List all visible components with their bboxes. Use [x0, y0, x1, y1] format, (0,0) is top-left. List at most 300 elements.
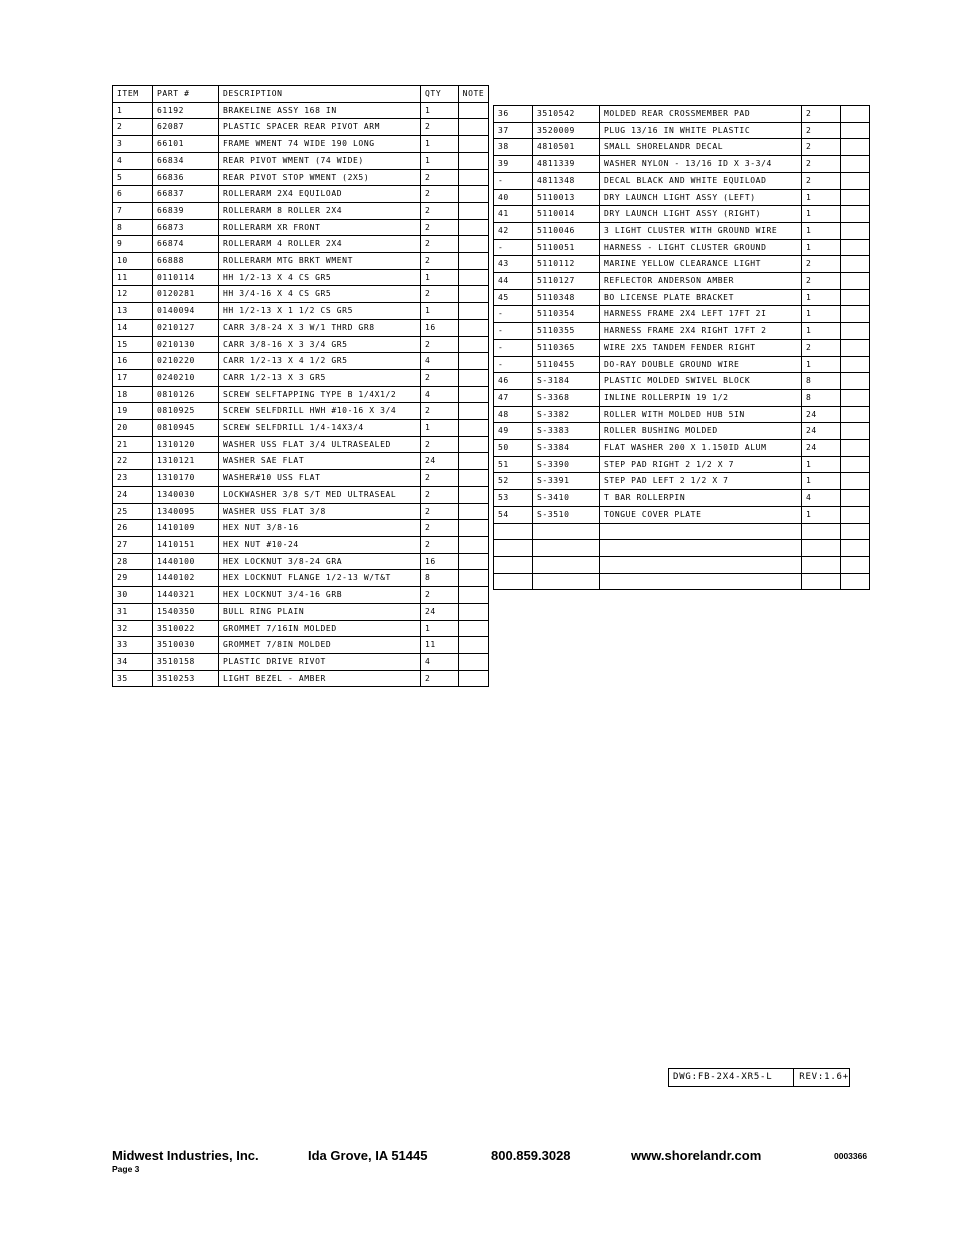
item-cell: 33	[113, 637, 153, 654]
part-number-cell: 3520009	[533, 122, 600, 139]
description-cell: CARR 3/8-16 X 3 3/4 GR5	[219, 336, 421, 353]
description-cell: CARR 1/2-13 X 4 1/2 GR5	[219, 353, 421, 370]
part-number-cell: 0210127	[153, 319, 219, 336]
description-cell: ROLLERARM 8 ROLLER 2X4	[219, 202, 421, 219]
item-cell: 4	[113, 152, 153, 169]
item-cell: 3	[113, 136, 153, 153]
item-cell: 13	[113, 303, 153, 320]
description-cell: HEX LOCKNUT 3/8-24 GRA	[219, 553, 421, 570]
description-cell: HH 3/4-16 X 4 CS GR5	[219, 286, 421, 303]
item-cell: -	[494, 356, 533, 373]
part-number-cell: 3510542	[533, 106, 600, 123]
qty-cell: 1	[421, 102, 459, 119]
table-row	[113, 553, 489, 570]
item-cell: 10	[113, 253, 153, 270]
item-cell: 18	[113, 386, 153, 403]
part-number-cell: 5110365	[533, 339, 600, 356]
part-number-cell: S-3383	[533, 423, 600, 440]
note-cell	[459, 169, 489, 186]
table-row	[113, 603, 489, 620]
description-cell: SCREW SELFDRILL 1/4-14X3/4	[219, 420, 421, 437]
qty-cell: 2	[421, 520, 459, 537]
description-cell: PLASTIC SPACER REAR PIVOT ARM	[219, 119, 421, 136]
note-cell	[459, 202, 489, 219]
part-number-cell: 1310170	[153, 470, 219, 487]
part-number-cell: 0210130	[153, 336, 219, 353]
document-number: 0003366	[834, 1151, 868, 1161]
note-cell	[459, 470, 489, 487]
part-number-cell: 0810126	[153, 386, 219, 403]
part-number-cell: 1410109	[153, 520, 219, 537]
part-number-cell: 0240210	[153, 369, 219, 386]
part-number-cell: 1440321	[153, 587, 219, 604]
part-number-cell: 3510253	[153, 670, 219, 687]
note-cell	[841, 156, 870, 173]
item-cell	[494, 573, 533, 590]
item-cell: 43	[494, 256, 533, 273]
table-row	[113, 520, 489, 537]
item-cell: 7	[113, 202, 153, 219]
note-cell	[459, 253, 489, 270]
item-cell: 54	[494, 506, 533, 523]
table-row	[113, 653, 489, 670]
item-cell: 30	[113, 587, 153, 604]
table-row	[494, 440, 870, 457]
note-cell	[841, 490, 870, 507]
description-cell: REAR PIVOT WMENT (74 WIDE)	[219, 152, 421, 169]
note-cell	[841, 172, 870, 189]
description-cell: HARNESS - LIGHT CLUSTER GROUND	[600, 239, 802, 256]
note-cell	[841, 306, 870, 323]
item-cell: -	[494, 239, 533, 256]
qty-cell: 1	[802, 456, 841, 473]
description-cell: CARR 1/2-13 X 3 GR5	[219, 369, 421, 386]
part-number-cell: 1410151	[153, 536, 219, 553]
qty-cell: 24	[421, 603, 459, 620]
qty-cell: 2	[421, 286, 459, 303]
table-row	[494, 139, 870, 156]
qty-cell: 2	[421, 536, 459, 553]
note-cell	[841, 573, 870, 590]
qty-cell: 4	[802, 490, 841, 507]
table-row	[113, 253, 489, 270]
part-number-cell	[533, 556, 600, 573]
description-cell: MOLDED REAR CROSSMEMBER PAD	[600, 106, 802, 123]
table-row	[494, 456, 870, 473]
note-cell	[459, 503, 489, 520]
part-number-cell: 0210220	[153, 353, 219, 370]
note-cell	[459, 436, 489, 453]
description-cell: LIGHT BEZEL - AMBER	[219, 670, 421, 687]
qty-cell: 11	[421, 637, 459, 654]
table-row	[494, 106, 870, 123]
table-row	[113, 620, 489, 637]
item-cell	[494, 540, 533, 557]
table-row	[494, 473, 870, 490]
item-cell: 14	[113, 319, 153, 336]
description-cell: DRY LAUNCH LIGHT ASSY (LEFT)	[600, 189, 802, 206]
item-cell: 24	[113, 486, 153, 503]
item-cell: 45	[494, 289, 533, 306]
item-cell: 40	[494, 189, 533, 206]
qty-cell: 2	[802, 139, 841, 156]
table-row	[113, 453, 489, 470]
part-number-cell	[533, 540, 600, 557]
part-number-cell: S-3391	[533, 473, 600, 490]
qty-cell: 1	[802, 306, 841, 323]
qty-cell: 1	[421, 420, 459, 437]
part-number-cell: 66837	[153, 186, 219, 203]
description-cell: ROLLERARM 2X4 EQUILOAD	[219, 186, 421, 203]
note-cell	[841, 239, 870, 256]
item-cell: 26	[113, 520, 153, 537]
table-row	[494, 490, 870, 507]
qty-cell: 4	[421, 353, 459, 370]
part-number-cell: 3510158	[153, 653, 219, 670]
header-qty: QTY	[421, 86, 459, 103]
part-number-cell: 4811348	[533, 172, 600, 189]
qty-cell	[802, 573, 841, 590]
table-row	[494, 222, 870, 239]
description-cell: SCREW SELFTAPPING TYPE B 1/4X1/2	[219, 386, 421, 403]
qty-cell	[802, 523, 841, 540]
item-cell: 34	[113, 653, 153, 670]
table-row	[494, 273, 870, 290]
qty-cell: 1	[802, 289, 841, 306]
note-cell	[459, 637, 489, 654]
note-cell	[841, 473, 870, 490]
part-number-cell: 1540350	[153, 603, 219, 620]
description-cell: WIRE 2X5 TANDEM FENDER RIGHT	[600, 339, 802, 356]
note-cell	[459, 653, 489, 670]
table-row	[494, 573, 870, 590]
note-cell	[841, 506, 870, 523]
note-cell	[459, 286, 489, 303]
description-cell: BULL RING PLAIN	[219, 603, 421, 620]
item-cell: 28	[113, 553, 153, 570]
qty-cell: 4	[421, 386, 459, 403]
item-cell: 12	[113, 286, 153, 303]
part-number-cell: 5110014	[533, 206, 600, 223]
parts-list-body-left	[113, 86, 489, 687]
note-cell	[841, 189, 870, 206]
table-row	[113, 536, 489, 553]
qty-cell: 2	[421, 670, 459, 687]
qty-cell: 1	[802, 222, 841, 239]
description-cell: PLUG 13/16 IN WHITE PLASTIC	[600, 122, 802, 139]
description-cell: HEX NUT 3/8-16	[219, 520, 421, 537]
note-cell	[459, 102, 489, 119]
item-cell: 32	[113, 620, 153, 637]
description-cell: T BAR ROLLERPIN	[600, 490, 802, 507]
description-cell: BO LICENSE PLATE BRACKET	[600, 289, 802, 306]
note-cell	[841, 222, 870, 239]
note-cell	[841, 440, 870, 457]
item-cell: -	[494, 323, 533, 340]
part-number-cell	[533, 523, 600, 540]
table-row	[113, 186, 489, 203]
note-cell	[841, 139, 870, 156]
table-row	[494, 289, 870, 306]
qty-cell	[802, 540, 841, 557]
table-row	[494, 523, 870, 540]
description-cell: PLASTIC DRIVE RIVOT	[219, 653, 421, 670]
note-cell	[459, 353, 489, 370]
table-row	[113, 303, 489, 320]
qty-cell: 1	[421, 269, 459, 286]
note-cell	[459, 336, 489, 353]
table-row	[113, 587, 489, 604]
table-row	[494, 239, 870, 256]
description-cell: ROLLERARM 4 ROLLER 2X4	[219, 236, 421, 253]
item-cell	[494, 523, 533, 540]
table-row	[113, 269, 489, 286]
qty-cell: 1	[421, 152, 459, 169]
description-cell	[600, 556, 802, 573]
table-row	[113, 102, 489, 119]
note-cell	[841, 273, 870, 290]
note-cell	[459, 553, 489, 570]
table-row	[113, 169, 489, 186]
part-number-cell: 1340095	[153, 503, 219, 520]
item-cell: 27	[113, 536, 153, 553]
item-cell: 15	[113, 336, 153, 353]
description-cell: GROMMET 7/8IN MOLDED	[219, 637, 421, 654]
description-cell: PLASTIC MOLDED SWIVEL BLOCK	[600, 373, 802, 390]
note-cell	[459, 403, 489, 420]
part-number-cell: 5110354	[533, 306, 600, 323]
part-number-cell: 5110051	[533, 239, 600, 256]
part-number-cell: 1310120	[153, 436, 219, 453]
table-row	[113, 236, 489, 253]
table-row	[113, 570, 489, 587]
part-number-cell: 66873	[153, 219, 219, 236]
qty-cell: 2	[421, 219, 459, 236]
part-number-cell: 0810945	[153, 420, 219, 437]
item-cell: -	[494, 306, 533, 323]
part-number-cell: S-3382	[533, 406, 600, 423]
qty-cell: 2	[802, 106, 841, 123]
description-cell: WASHER#10 USS FLAT	[219, 470, 421, 487]
qty-cell: 1	[421, 620, 459, 637]
qty-cell: 1	[802, 356, 841, 373]
qty-cell: 1	[802, 206, 841, 223]
qty-cell: 24	[421, 453, 459, 470]
header-description: DESCRIPTION	[219, 86, 421, 103]
qty-cell: 1	[802, 189, 841, 206]
page-number: Page 3	[112, 1164, 140, 1174]
header-note: NOTE	[459, 86, 489, 103]
header-item: ITEM	[113, 86, 153, 103]
note-cell	[841, 256, 870, 273]
qty-cell: 2	[421, 503, 459, 520]
item-cell: 25	[113, 503, 153, 520]
item-cell: 23	[113, 470, 153, 487]
description-cell: DECAL BLACK AND WHITE EQUILOAD	[600, 172, 802, 189]
table-row	[494, 189, 870, 206]
note-cell	[841, 339, 870, 356]
header-row	[113, 86, 489, 103]
qty-cell: 2	[421, 186, 459, 203]
description-cell: ROLLER WITH MOLDED HUB 5IN	[600, 406, 802, 423]
item-cell: 5	[113, 169, 153, 186]
note-cell	[841, 373, 870, 390]
item-cell: 11	[113, 269, 153, 286]
table-row	[494, 506, 870, 523]
table-row	[113, 152, 489, 169]
description-cell: REFLECTOR ANDERSON AMBER	[600, 273, 802, 290]
note-cell	[459, 136, 489, 153]
description-cell: ROLLERARM MTG BRKT WMENT	[219, 253, 421, 270]
table-row	[494, 172, 870, 189]
item-cell: 22	[113, 453, 153, 470]
table-row	[113, 136, 489, 153]
description-cell: INLINE ROLLERPIN 19 1/2	[600, 389, 802, 406]
description-cell: HARNESS FRAME 2X4 RIGHT 17FT 2	[600, 323, 802, 340]
qty-cell: 1	[421, 303, 459, 320]
item-cell: 50	[494, 440, 533, 457]
description-cell: GROMMET 7/16IN MOLDED	[219, 620, 421, 637]
qty-cell: 2	[802, 172, 841, 189]
part-number-cell: S-3410	[533, 490, 600, 507]
table-row	[113, 637, 489, 654]
part-number-cell	[533, 573, 600, 590]
item-cell: 42	[494, 222, 533, 239]
table-row	[113, 386, 489, 403]
description-cell: HEX LOCKNUT 3/4-16 GRB	[219, 587, 421, 604]
parts-list-body-right	[494, 106, 870, 590]
description-cell: HH 1/2-13 X 4 CS GR5	[219, 269, 421, 286]
company-name: Midwest Industries, Inc.	[112, 1148, 259, 1163]
description-cell	[600, 573, 802, 590]
note-cell	[459, 420, 489, 437]
qty-cell: 2	[421, 253, 459, 270]
table-row	[113, 353, 489, 370]
header-part-number: PART #	[153, 86, 219, 103]
item-cell: 37	[494, 122, 533, 139]
note-cell	[459, 453, 489, 470]
part-number-cell: 5110112	[533, 256, 600, 273]
description-cell: SMALL SHORELANDR DECAL	[600, 139, 802, 156]
qty-cell: 2	[802, 156, 841, 173]
item-cell: 52	[494, 473, 533, 490]
qty-cell: 24	[802, 423, 841, 440]
description-cell: SCREW SELFDRILL HWH #10-16 X 3/4	[219, 403, 421, 420]
table-row	[113, 219, 489, 236]
part-number-cell: 62087	[153, 119, 219, 136]
description-cell: FRAME WMENT 74 WIDE 190 LONG	[219, 136, 421, 153]
qty-cell: 2	[802, 339, 841, 356]
note-cell	[841, 356, 870, 373]
table-row	[113, 503, 489, 520]
item-cell: 38	[494, 139, 533, 156]
table-row	[494, 256, 870, 273]
item-cell: 9	[113, 236, 153, 253]
item-cell: 2	[113, 119, 153, 136]
part-number-cell: 1310121	[153, 453, 219, 470]
part-number-cell: 66839	[153, 202, 219, 219]
qty-cell: 2	[421, 336, 459, 353]
description-cell: WASHER NYLON - 13/16 ID X 3-3/4	[600, 156, 802, 173]
part-number-cell: 0810925	[153, 403, 219, 420]
note-cell	[841, 389, 870, 406]
part-number-cell: S-3390	[533, 456, 600, 473]
qty-cell: 1	[802, 323, 841, 340]
note-cell	[459, 520, 489, 537]
qty-cell: 2	[421, 202, 459, 219]
note-cell	[841, 523, 870, 540]
table-row	[494, 339, 870, 356]
part-number-cell: S-3368	[533, 389, 600, 406]
part-number-cell: 4810501	[533, 139, 600, 156]
qty-cell: 2	[802, 273, 841, 290]
item-cell: 1	[113, 102, 153, 119]
qty-cell: 1	[421, 136, 459, 153]
part-number-cell: 66836	[153, 169, 219, 186]
description-cell: DO-RAY DOUBLE GROUND WIRE	[600, 356, 802, 373]
company-website: www.shorelandr.com	[631, 1148, 762, 1163]
item-cell: 41	[494, 206, 533, 223]
description-cell: HEX NUT #10-24	[219, 536, 421, 553]
note-cell	[841, 456, 870, 473]
qty-cell	[802, 556, 841, 573]
description-cell: WASHER USS FLAT 3/4 ULTRASEALED	[219, 436, 421, 453]
note-cell	[841, 289, 870, 306]
description-cell	[600, 523, 802, 540]
table-row	[494, 156, 870, 173]
item-cell: 51	[494, 456, 533, 473]
part-number-cell: S-3510	[533, 506, 600, 523]
item-cell: 48	[494, 406, 533, 423]
note-cell	[459, 303, 489, 320]
item-cell	[494, 556, 533, 573]
note-cell	[459, 119, 489, 136]
qty-cell: 1	[802, 473, 841, 490]
note-cell	[459, 236, 489, 253]
part-number-cell: 5110046	[533, 222, 600, 239]
table-row	[113, 470, 489, 487]
part-number-cell: 0140094	[153, 303, 219, 320]
note-cell	[459, 603, 489, 620]
item-cell: 44	[494, 273, 533, 290]
table-row	[494, 122, 870, 139]
table-row	[494, 389, 870, 406]
item-cell: 39	[494, 156, 533, 173]
item-cell: 6	[113, 186, 153, 203]
description-cell: 3 LIGHT CLUSTER WITH GROUND WIRE	[600, 222, 802, 239]
item-cell: 21	[113, 436, 153, 453]
qty-cell: 2	[421, 486, 459, 503]
note-cell	[459, 186, 489, 203]
note-cell	[459, 386, 489, 403]
table-row	[494, 306, 870, 323]
title-block	[668, 1068, 850, 1087]
part-number-cell: 5110013	[533, 189, 600, 206]
part-number-cell: 66101	[153, 136, 219, 153]
table-row	[494, 373, 870, 390]
part-number-cell: 5110348	[533, 289, 600, 306]
table-row	[113, 670, 489, 687]
part-number-cell: 4811339	[533, 156, 600, 173]
table-row	[494, 406, 870, 423]
qty-cell: 2	[421, 587, 459, 604]
part-number-cell: S-3184	[533, 373, 600, 390]
part-number-cell: 5110355	[533, 323, 600, 340]
part-number-cell: 1340030	[153, 486, 219, 503]
description-cell: ROLLER BUSHING MOLDED	[600, 423, 802, 440]
item-cell: 53	[494, 490, 533, 507]
qty-cell: 2	[421, 236, 459, 253]
